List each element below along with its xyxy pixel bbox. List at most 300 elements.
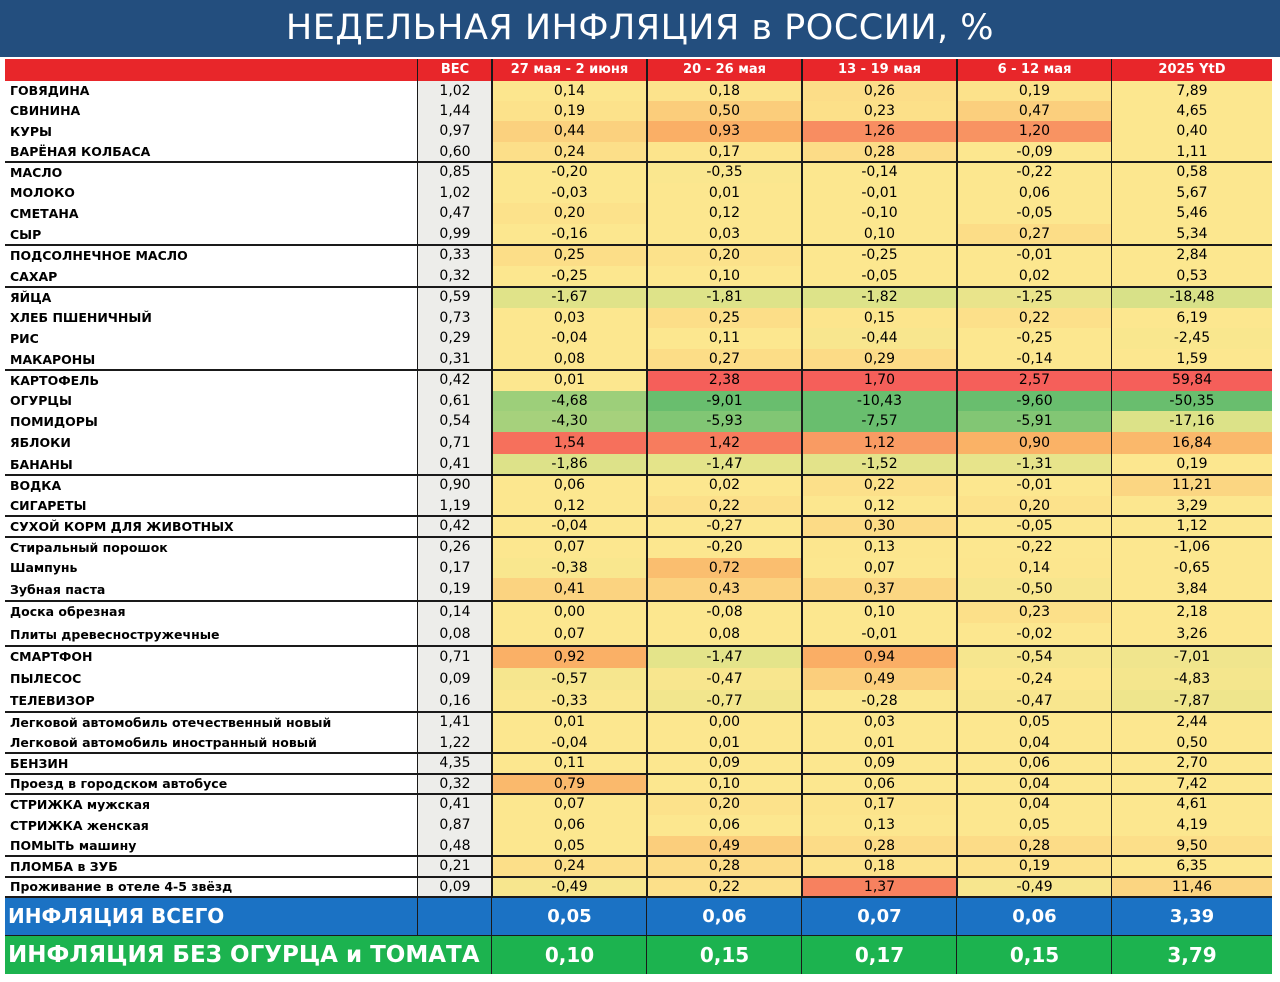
value-cell: -0,54 [957, 646, 1112, 668]
column-separator [417, 59, 418, 897]
weight-cell: 0,90 [418, 475, 492, 496]
value-cell: 7,89 [1112, 81, 1272, 101]
weight-cell: 0,61 [418, 391, 492, 411]
group-separator [5, 752, 1272, 754]
group-separator [5, 896, 1272, 898]
weight-cell: 0,42 [418, 370, 492, 391]
value-cell: -0,05 [802, 266, 957, 287]
value-cell: -0,49 [492, 877, 647, 897]
group-separator [5, 855, 1272, 857]
weight-cell: 0,71 [418, 646, 492, 668]
weight-cell: 1,22 [418, 733, 492, 753]
group-separator [5, 515, 1272, 517]
weight-cell: 0,33 [418, 245, 492, 266]
weight-cell: 0,87 [418, 815, 492, 836]
value-cell: -0,35 [647, 162, 802, 183]
group-separator [5, 244, 1272, 246]
value-cell: 0,03 [802, 712, 957, 733]
value-cell: 0,01 [492, 712, 647, 733]
value-cell: 0,04 [957, 794, 1112, 815]
weight-cell: 0,14 [418, 601, 492, 623]
value-cell: 0,47 [957, 101, 1112, 121]
value-cell: 0,10 [647, 266, 802, 287]
group-separator [5, 286, 1272, 288]
total-inflation-value: 0,07 [802, 898, 957, 935]
value-cell: -0,47 [647, 668, 802, 690]
column-separator [956, 59, 958, 897]
value-cell: 0,41 [492, 578, 647, 601]
value-cell: 1,12 [1112, 516, 1272, 537]
value-cell: 0,19 [957, 856, 1112, 877]
value-cell: -0,01 [802, 183, 957, 203]
value-cell: 0,10 [802, 224, 957, 245]
chart-title: НЕДЕЛЬНАЯ ИНФЛЯЦИЯ в РОССИИ, % [0, 0, 1280, 57]
weight-cell: 0,85 [418, 162, 492, 183]
value-cell: 0,24 [492, 142, 647, 162]
row-label: Доска обрезная [5, 601, 418, 623]
value-cell: -4,68 [492, 391, 647, 411]
total-inflation-weight-blank [418, 898, 492, 935]
weight-cell: 0,32 [418, 774, 492, 794]
value-cell: 2,84 [1112, 245, 1272, 266]
column-separator [801, 898, 802, 974]
total-inflation-value: 0,06 [957, 898, 1112, 935]
weight-cell: 1,02 [418, 81, 492, 101]
value-cell: 0,20 [647, 245, 802, 266]
value-cell: -1,82 [802, 287, 957, 308]
group-separator [5, 645, 1272, 647]
value-cell: 1,42 [647, 432, 802, 454]
value-cell: -0,22 [957, 537, 1112, 558]
value-cell: -0,24 [957, 668, 1112, 690]
weight-cell: 0,47 [418, 203, 492, 224]
value-cell: -17,16 [1112, 411, 1272, 432]
value-cell: 0,05 [492, 836, 647, 856]
value-cell: 0,06 [647, 815, 802, 836]
row-label: СТРИЖКА женская [5, 815, 418, 836]
column-header: 13 - 19 мая [802, 59, 957, 81]
value-cell: 0,92 [492, 646, 647, 668]
value-cell: 0,72 [647, 558, 802, 578]
value-cell: 1,54 [492, 432, 647, 454]
value-cell: -1,67 [492, 287, 647, 308]
value-cell: -1,86 [492, 454, 647, 475]
row-label: КАРТОФЕЛЬ [5, 370, 418, 391]
value-cell: 1,12 [802, 432, 957, 454]
weight-cell: 0,32 [418, 266, 492, 287]
value-cell: -9,60 [957, 391, 1112, 411]
weight-cell: 1,41 [418, 712, 492, 733]
weight-cell: 0,71 [418, 432, 492, 454]
group-separator [5, 369, 1272, 371]
value-cell: 0,10 [647, 774, 802, 794]
value-cell: -0,27 [647, 516, 802, 537]
value-cell: 0,24 [492, 856, 647, 877]
group-separator [5, 161, 1272, 163]
value-cell: 0,17 [802, 794, 957, 815]
weight-cell: 0,09 [418, 877, 492, 897]
group-separator [5, 773, 1272, 775]
value-cell: 0,06 [492, 475, 647, 496]
value-cell: 0,20 [647, 794, 802, 815]
value-cell: 0,29 [802, 349, 957, 370]
value-cell: 6,35 [1112, 856, 1272, 877]
value-cell: 0,01 [647, 183, 802, 203]
group-separator [5, 793, 1272, 795]
value-cell: 2,70 [1112, 753, 1272, 774]
value-cell: -0,25 [492, 266, 647, 287]
total-inflation-value: 0,05 [492, 898, 647, 935]
value-cell: -0,22 [957, 162, 1112, 183]
value-cell: 0,19 [1112, 454, 1272, 475]
value-cell: -0,50 [957, 578, 1112, 601]
weight-cell: 1,44 [418, 101, 492, 121]
value-cell: -0,01 [802, 623, 957, 646]
row-label: СМЕТАНА [5, 203, 418, 224]
weight-cell: 4,35 [418, 753, 492, 774]
weight-cell: 0,09 [418, 668, 492, 690]
weight-cell: 0,41 [418, 454, 492, 475]
value-cell: -0,14 [957, 349, 1112, 370]
column-separator [491, 59, 493, 897]
value-cell: 9,50 [1112, 836, 1272, 856]
value-cell: 0,06 [957, 183, 1112, 203]
value-cell: 5,34 [1112, 224, 1272, 245]
value-cell: 0,13 [802, 815, 957, 836]
value-cell: -7,87 [1112, 690, 1272, 712]
value-cell: 0,30 [802, 516, 957, 537]
column-separator [1111, 59, 1112, 897]
row-label: КУРЫ [5, 121, 418, 142]
row-label: Плиты древесностружечные [5, 623, 418, 646]
row-label: САХАР [5, 266, 418, 287]
row-label: ОГУРЦЫ [5, 391, 418, 411]
value-cell: 2,38 [647, 370, 802, 391]
value-cell: 0,11 [492, 753, 647, 774]
value-cell: 0,14 [492, 81, 647, 101]
value-cell: 5,67 [1112, 183, 1272, 203]
value-cell: 0,06 [492, 815, 647, 836]
group-separator [5, 935, 1272, 936]
value-cell: 0,00 [647, 712, 802, 733]
value-cell: 0,49 [802, 668, 957, 690]
value-cell: -0,28 [802, 690, 957, 712]
value-cell: 7,42 [1112, 774, 1272, 794]
value-cell: -50,35 [1112, 391, 1272, 411]
weight-cell: 0,59 [418, 287, 492, 308]
value-cell: 0,00 [492, 601, 647, 623]
weight-cell: 0,16 [418, 690, 492, 712]
value-cell: -0,01 [957, 245, 1112, 266]
value-cell: 2,18 [1112, 601, 1272, 623]
value-cell: 0,01 [647, 733, 802, 753]
value-cell: 0,49 [647, 836, 802, 856]
value-cell: 0,18 [647, 81, 802, 101]
value-cell: 0,37 [802, 578, 957, 601]
value-cell: 0,44 [492, 121, 647, 142]
column-header: 27 мая - 2 июня [492, 59, 647, 81]
value-cell: 0,12 [647, 203, 802, 224]
group-separator [5, 876, 1272, 878]
value-cell: 0,23 [802, 101, 957, 121]
value-cell: 0,12 [492, 496, 647, 516]
value-cell: 0,09 [802, 753, 957, 774]
row-label: ХЛЕБ ПШЕНИЧНЫЙ [5, 308, 418, 328]
value-cell: 0,18 [802, 856, 957, 877]
value-cell: 0,08 [647, 623, 802, 646]
weight-cell: 0,73 [418, 308, 492, 328]
row-label: БЕНЗИН [5, 753, 418, 774]
value-cell: -0,16 [492, 224, 647, 245]
weight-cell: 1,02 [418, 183, 492, 203]
value-cell: -0,47 [957, 690, 1112, 712]
weight-cell: 0,26 [418, 537, 492, 558]
row-label: ПЫЛЕСОС [5, 668, 418, 690]
weight-cell: 0,97 [418, 121, 492, 142]
value-cell: 0,20 [492, 203, 647, 224]
value-cell: 0,10 [802, 601, 957, 623]
row-label: СЫР [5, 224, 418, 245]
value-cell: 0,53 [1112, 266, 1272, 287]
value-cell: 0,94 [802, 646, 957, 668]
value-cell: 0,28 [957, 836, 1112, 856]
value-cell: -0,02 [957, 623, 1112, 646]
value-cell: 0,22 [647, 496, 802, 516]
value-cell: 0,19 [492, 101, 647, 121]
group-separator [5, 536, 1272, 538]
row-label: МОЛОКО [5, 183, 418, 203]
value-cell: 0,17 [647, 142, 802, 162]
value-cell: 0,04 [957, 733, 1112, 753]
row-label: ПОМЫТЬ машину [5, 836, 418, 856]
column-separator [801, 59, 803, 897]
value-cell: -1,52 [802, 454, 957, 475]
row-label: Проживание в отеле 4-5 звёзд [5, 877, 418, 897]
value-cell: 0,05 [957, 712, 1112, 733]
weight-cell: 0,08 [418, 623, 492, 646]
value-cell: -1,31 [957, 454, 1112, 475]
value-cell: 0,07 [492, 794, 647, 815]
column-separator [1111, 898, 1112, 974]
column-separator [646, 59, 648, 897]
value-cell: -0,20 [647, 537, 802, 558]
weight-cell: 1,19 [418, 496, 492, 516]
value-cell: -0,65 [1112, 558, 1272, 578]
weight-cell: 0,54 [418, 411, 492, 432]
row-label: СВИНИНА [5, 101, 418, 121]
total-inflation-value: 3,39 [1112, 898, 1272, 935]
group-separator [5, 474, 1272, 476]
value-cell: -0,33 [492, 690, 647, 712]
value-cell: -4,30 [492, 411, 647, 432]
value-cell: 0,13 [802, 537, 957, 558]
row-label: БАНАНЫ [5, 454, 418, 475]
row-label: Проезд в городском автобусе [5, 774, 418, 794]
inflation-ex-veg-value: 0,15 [647, 936, 802, 974]
value-cell: 0,04 [957, 774, 1112, 794]
value-cell: 0,28 [647, 856, 802, 877]
value-cell: 0,01 [492, 370, 647, 391]
value-cell: 2,57 [957, 370, 1112, 391]
value-cell: 0,40 [1112, 121, 1272, 142]
value-cell: 0,27 [957, 224, 1112, 245]
inflation-ex-veg-label: ИНФЛЯЦИЯ БЕЗ ОГУРЦА и ТОМАТА [5, 936, 492, 974]
row-label: ТЕЛЕВИЗОР [5, 690, 418, 712]
weight-cell: 0,21 [418, 856, 492, 877]
value-cell: -0,44 [802, 328, 957, 349]
row-label: Легковой автомобиль иностранный новый [5, 733, 418, 753]
value-cell: -2,45 [1112, 328, 1272, 349]
value-cell: -1,47 [647, 454, 802, 475]
value-cell: 0,15 [802, 308, 957, 328]
value-cell: 1,11 [1112, 142, 1272, 162]
value-cell: -1,81 [647, 287, 802, 308]
row-label: СТРИЖКА мужская [5, 794, 418, 815]
value-cell: 5,46 [1112, 203, 1272, 224]
value-cell: -0,57 [492, 668, 647, 690]
row-label: МАСЛО [5, 162, 418, 183]
row-label: РИС [5, 328, 418, 349]
row-label: ПОМИДОРЫ [5, 411, 418, 432]
value-cell: 16,84 [1112, 432, 1272, 454]
value-cell: 1,70 [802, 370, 957, 391]
value-cell: -0,09 [957, 142, 1112, 162]
inflation-table [0, 57, 1280, 982]
weight-cell: 0,31 [418, 349, 492, 370]
total-inflation-value: 0,06 [647, 898, 802, 935]
value-cell: -0,77 [647, 690, 802, 712]
row-label: ЯЙЦА [5, 287, 418, 308]
value-cell: 0,14 [957, 558, 1112, 578]
value-cell: 0,02 [957, 266, 1112, 287]
value-cell: -7,01 [1112, 646, 1272, 668]
value-cell: -0,05 [957, 516, 1112, 537]
value-cell: 0,06 [957, 753, 1112, 774]
column-header: 2025 YtD [1112, 59, 1272, 81]
value-cell: 0,09 [647, 753, 802, 774]
value-cell: 0,28 [802, 142, 957, 162]
value-cell: -1,47 [647, 646, 802, 668]
value-cell: 0,28 [802, 836, 957, 856]
value-cell: -0,04 [492, 516, 647, 537]
column-header: 20 - 26 мая [647, 59, 802, 81]
weight-cell: 0,19 [418, 578, 492, 601]
row-label: ГОВЯДИНА [5, 81, 418, 101]
total-inflation-label: ИНФЛЯЦИЯ ВСЕГО [5, 898, 418, 935]
value-cell: -7,57 [802, 411, 957, 432]
column-header: ВЕС [418, 59, 492, 81]
value-cell: 2,44 [1112, 712, 1272, 733]
value-cell: 0,79 [492, 774, 647, 794]
value-cell: 0,50 [1112, 733, 1272, 753]
row-label: Стиральный порошок [5, 537, 418, 558]
header-blank [5, 59, 418, 81]
row-label: Легковой автомобиль отечественный новый [5, 712, 418, 733]
value-cell: 0,22 [802, 475, 957, 496]
value-cell: 0,07 [492, 623, 647, 646]
value-cell: -0,49 [957, 877, 1112, 897]
value-cell: -5,91 [957, 411, 1112, 432]
value-cell: 0,03 [647, 224, 802, 245]
value-cell: 0,08 [492, 349, 647, 370]
value-cell: -10,43 [802, 391, 957, 411]
value-cell: 0,11 [647, 328, 802, 349]
value-cell: -0,25 [802, 245, 957, 266]
value-cell: -9,01 [647, 391, 802, 411]
value-cell: 3,26 [1112, 623, 1272, 646]
group-separator [5, 711, 1272, 713]
weight-cell: 0,60 [418, 142, 492, 162]
value-cell: -0,05 [957, 203, 1112, 224]
row-label: СИГАРЕТЫ [5, 496, 418, 516]
weight-cell: 0,99 [418, 224, 492, 245]
row-label: ВОДКА [5, 475, 418, 496]
value-cell: 0,06 [802, 774, 957, 794]
row-label: Шампунь [5, 558, 418, 578]
value-cell: -0,14 [802, 162, 957, 183]
column-separator [956, 898, 957, 974]
value-cell: -0,03 [492, 183, 647, 203]
value-cell: 0,23 [957, 601, 1112, 623]
value-cell: 0,26 [802, 81, 957, 101]
row-label: СМАРТФОН [5, 646, 418, 668]
weight-cell: 0,42 [418, 516, 492, 537]
weight-cell: 0,48 [418, 836, 492, 856]
value-cell: -18,48 [1112, 287, 1272, 308]
value-cell: 0,22 [647, 877, 802, 897]
value-cell: -0,04 [492, 733, 647, 753]
row-label: МАКАРОНЫ [5, 349, 418, 370]
value-cell: 59,84 [1112, 370, 1272, 391]
value-cell: 0,12 [802, 496, 957, 516]
value-cell: 0,50 [647, 101, 802, 121]
inflation-ex-veg-value: 0,15 [957, 936, 1112, 974]
value-cell: 0,07 [802, 558, 957, 578]
column-header: 6 - 12 мая [957, 59, 1112, 81]
column-separator [417, 898, 418, 935]
column-separator [646, 898, 647, 974]
value-cell: -5,93 [647, 411, 802, 432]
value-cell: 6,19 [1112, 308, 1272, 328]
value-cell: -0,25 [957, 328, 1112, 349]
weight-cell: 0,29 [418, 328, 492, 349]
value-cell: 0,03 [492, 308, 647, 328]
row-label: ВАРЁНАЯ КОЛБАСА [5, 142, 418, 162]
value-cell: 0,25 [647, 308, 802, 328]
value-cell: 0,01 [802, 733, 957, 753]
value-cell: 0,27 [647, 349, 802, 370]
value-cell: 1,37 [802, 877, 957, 897]
value-cell: -0,10 [802, 203, 957, 224]
value-cell: 1,20 [957, 121, 1112, 142]
value-cell: 4,65 [1112, 101, 1272, 121]
value-cell: -0,38 [492, 558, 647, 578]
value-cell: -1,06 [1112, 537, 1272, 558]
value-cell: -0,08 [647, 601, 802, 623]
row-label: Зубная паста [5, 578, 418, 601]
value-cell: -0,20 [492, 162, 647, 183]
value-cell: 0,19 [957, 81, 1112, 101]
inflation-ex-veg-value: 0,17 [802, 936, 957, 974]
value-cell: -4,83 [1112, 668, 1272, 690]
weight-cell: 0,17 [418, 558, 492, 578]
column-separator [491, 898, 492, 974]
inflation-ex-veg-value: 0,10 [492, 936, 647, 974]
value-cell: 0,90 [957, 432, 1112, 454]
value-cell: 0,25 [492, 245, 647, 266]
inflation-ex-veg-value: 3,79 [1112, 936, 1272, 974]
value-cell: 0,93 [647, 121, 802, 142]
